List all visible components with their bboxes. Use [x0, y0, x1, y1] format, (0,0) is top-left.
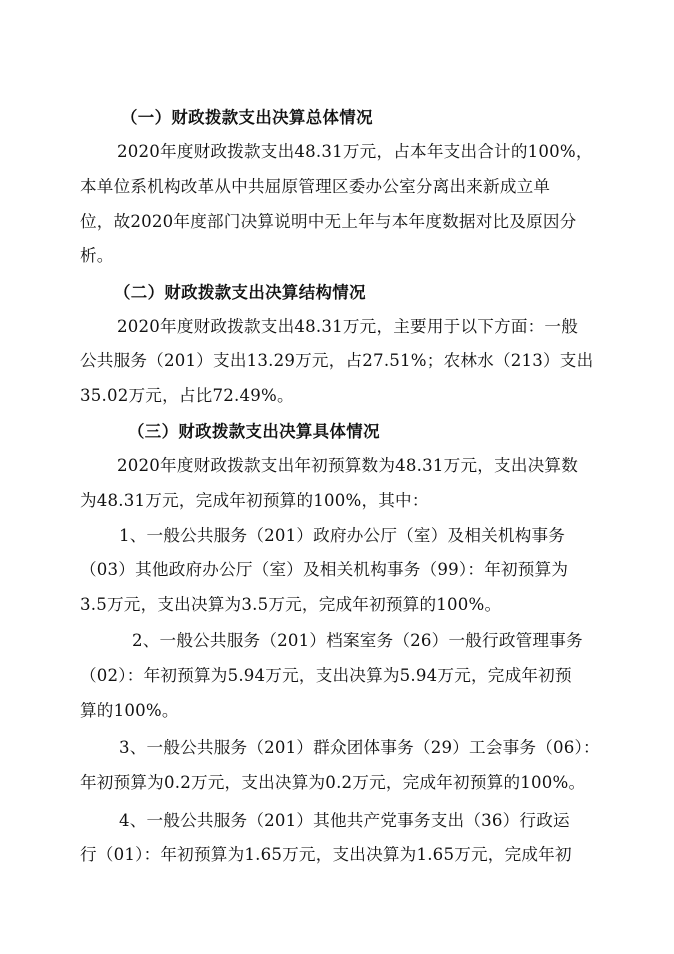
section-1-line-4: 析。	[80, 246, 114, 265]
section-2-line-1: 2020年度财政拨款支出48.31万元，主要用于以下方面：一般	[117, 317, 578, 336]
section-1-line-1: 2020年度财政拨款支出48.31万元，占本年支出合计的100%，	[117, 142, 593, 161]
section-3-line-5: 3.5万元，支出决算为3.5万元，完成年初预算的100%。	[80, 595, 502, 614]
section-3-line-12: 行（01）：年初预算为1.65万元，支出决算为1.65万元，完成年初	[80, 845, 572, 864]
section-3-line-6: 2、一般公共服务（201）档案室务（26）一般行政管理事务	[132, 631, 583, 650]
section-2-line-3: 35.02万元，占比72.49%。	[80, 386, 294, 405]
section-3-line-9: 3、一般公共服务（201）群众团体事务（29）工会事务（06）：	[119, 738, 600, 757]
section-2-heading: （二）财政拨款支出决算结构情况	[114, 283, 366, 302]
section-3-line-11: 4、一般公共服务（201）其他共产党事务支出（36）行政运	[119, 811, 570, 830]
section-1-heading: （一）财政拨款支出决算总体情况	[121, 108, 373, 127]
section-1-line-2: 本单位系机构改革从中共屈原管理区委办公室分离出来新成立单	[80, 177, 551, 196]
section-3-heading: （三）财政拨款支出决算具体情况	[128, 422, 380, 441]
section-3-line-7: （02）：年初预算为5.94万元，支出决算为5.94万元，完成年初预	[80, 666, 572, 685]
section-3-line-4: （03）其他政府办公厅（室）及相关机构事务（99）：年初预算为	[80, 560, 569, 579]
section-3-line-8: 算的100%。	[80, 701, 179, 720]
section-3-line-2: 为48.31万元，完成年初预算的100%，其中：	[80, 491, 429, 510]
section-3-line-1: 2020年度财政拨款支出年初预算数为48.31万元，支出决算数	[117, 456, 578, 475]
section-3-line-3: 1、一般公共服务（201）政府办公厅（室）及相关机构事务	[119, 526, 566, 545]
section-3-line-10: 年初预算为0.2万元，支出决算为0.2万元，完成年初预算的100%。	[80, 773, 586, 792]
section-1-line-3: 位，故2020年度部门决算说明中无上年与本年度数据对比及原因分	[80, 212, 577, 231]
section-2-line-2: 公共服务（201）支出13.29万元，占27.51%；农林水（213）支出	[80, 351, 594, 370]
